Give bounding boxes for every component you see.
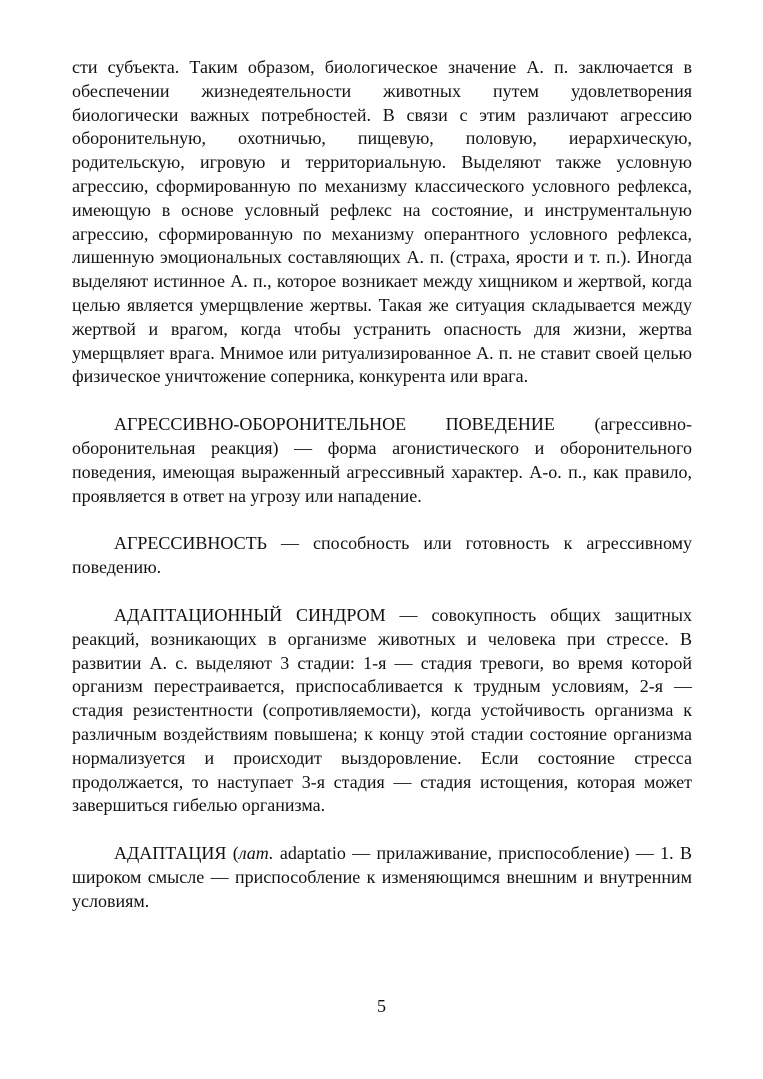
entry-aggressive-defensive-behavior: АГРЕССИВНО-ОБОРОНИТЕЛЬНОЕ ПОВЕДЕНИЕ (агрессивно-оборонительная реакция) — форма агонистического и оборонительного поведения, имеющая выраженный агрессивный характер. А-о. п., как правило, проявляется в ответ на угрозу или нападение. [72,414,692,506]
entry-aggressiveness: АГРЕССИВНОСТЬ — способность или готовность к агрессивному поведению. [72,533,692,578]
entry-adaptation [72,842,692,913]
entry-adaptation-latin-abbreviation: лат. [238,843,274,864]
entry-adaptation-syndrome: АДАПТАЦИОННЫЙ СИНДРОМ — совокупность общих защитных реакций, возникающих в организме животных и человека при стрессе. В развитии А. с. выделяют 3 стадии: 1-я — стадия тревоги, во время которой организм перестраивается, приспосабливается к трудным условиям, 2-я — стадия резистентности (сопротивляемости), когда устойчивость организма к различным воздействиям повышена; к концу этой стадии состояние организма нормализуется и происходит выздоровление. Если состояние стресса продолжается, то наступает 3-я стадия — стадия истощения, которая может завершиться гибелью организма. [72,604,692,816]
page-number: 5 [377,996,386,1016]
entry-adaptation-text-before: АДАПТАЦИЯ ( [114,843,239,864]
paragraph-continuation-aggressive-behavior: сти субъекта. Таким образом, биологическое значение А. п. заключается в обеспечении жизнедеятельности животных путем удовлетворения биологически важных потребностей. В связи с этим различают агрессию оборонительную, охотничью, пищевую, половую, иерархическую, родительскую, игровую и территориальную. Выделяют также условную агрессию, сформированную по механизму классического условного рефлекса, имеющую в основе условный рефлекс на состояние, и инструментальную агрессию, сформированную по механизму оперантного условного рефлекса, лишенную эмоциональных составляющих А. п. (страха, ярости и т. п.). Иногда выделяют истинное А. п., которое возникает между хищником и жертвой, когда целью является умерщвление жертвы. Такая же ситуация складывается между жертвой и врагом, когда чтобы устранить опасность для жизни, жертва умерщвляет врага. Мнимое или ритуализированное А. п. не ставит своей целью физическое уничтожение соперника, конкурента или врага. [72,57,692,387]
entry-adaptation-text-after: adaptatio — прилаживание, приспособление) — 1. В широком смысле — приспособление к изменяющимся внешним и внутренним условиям. [72,843,692,911]
